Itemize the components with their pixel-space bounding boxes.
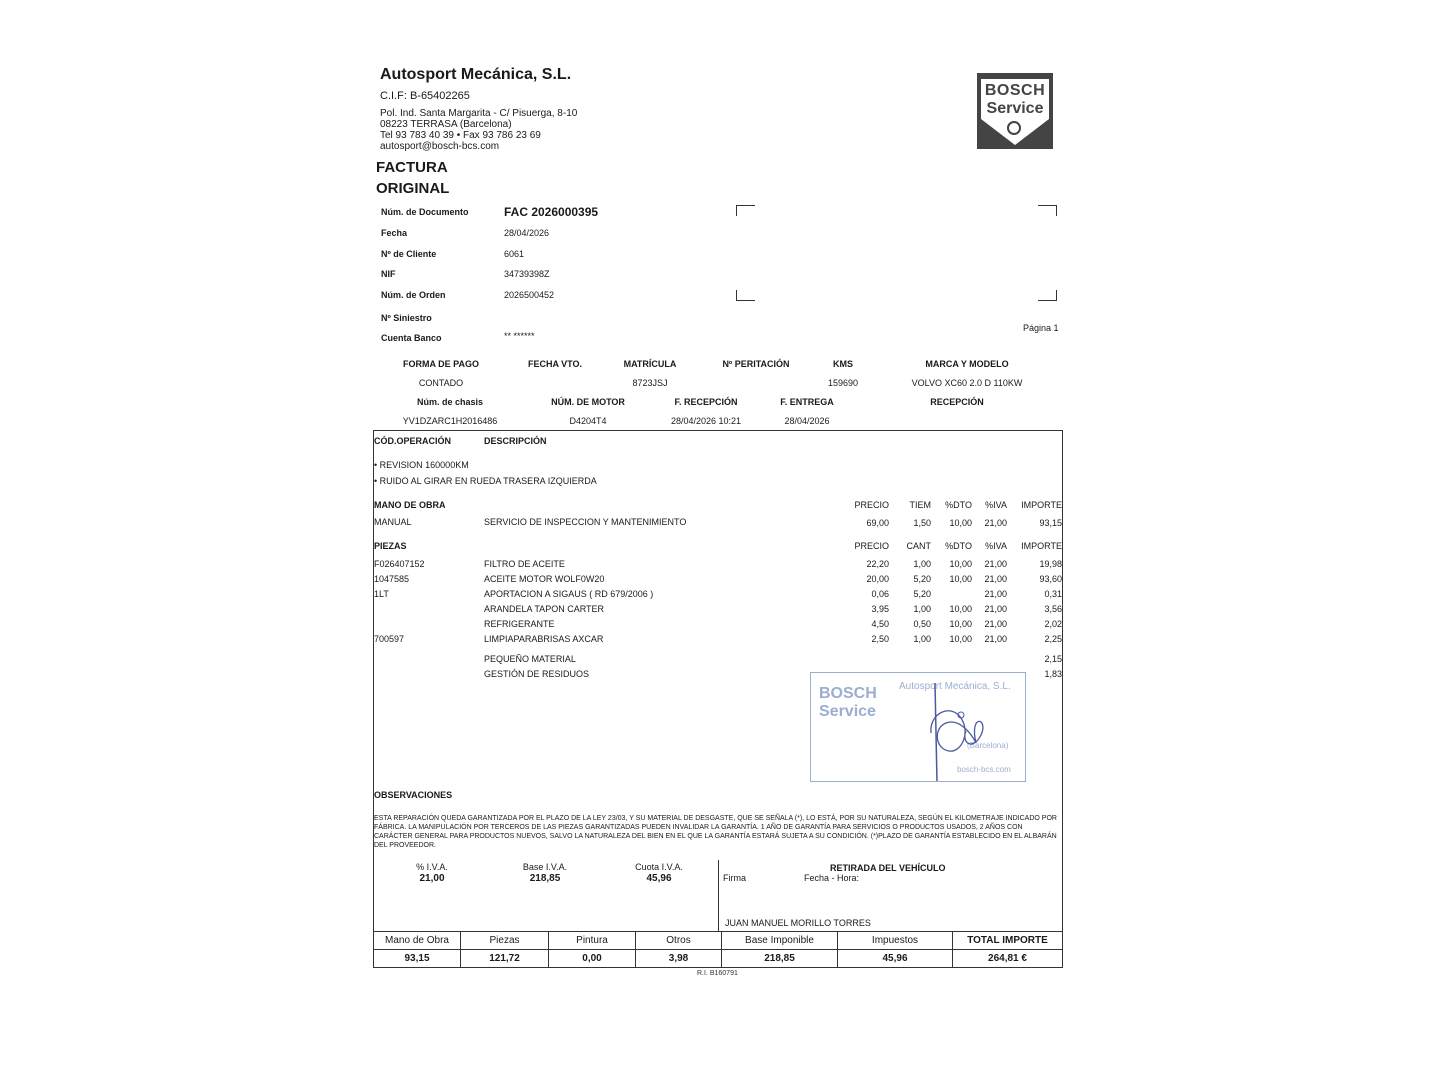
- meta-value-bank: ** ******: [504, 331, 535, 341]
- parts-amount: 93,60: [1039, 574, 1062, 584]
- company-phone: Tel 93 783 40 39 • Fax 93 786 23 69: [380, 130, 541, 141]
- tax-rate: 21,00: [419, 873, 445, 884]
- parts-code: F026407152: [374, 559, 425, 569]
- labor-col: %DTO: [945, 500, 972, 510]
- parts-dto: 10,00: [949, 574, 972, 584]
- parts-desc: ARANDELA TAPON CARTER: [484, 604, 605, 614]
- parts-iva: 21,00: [984, 574, 1007, 584]
- labor-dto: 10,00: [949, 518, 972, 528]
- vehicle-header: FECHA VTO.: [527, 359, 582, 369]
- labor-code: MANUAL: [374, 517, 412, 527]
- parts-desc: REFRIGERANTE: [484, 619, 555, 629]
- ops-header-desc: DESCRIPCIÓN: [484, 436, 547, 446]
- parts-iva: 21,00: [984, 604, 1007, 614]
- company-stamp: [810, 672, 1026, 782]
- totals-grand-total: 264,81 €: [953, 950, 1063, 968]
- parts-desc: ACEITE MOTOR WOLF0W20: [484, 574, 605, 584]
- parts-desc: APORTACION A SIGAUS ( RD 679/2006 ): [484, 589, 654, 599]
- vehicle-header: RECEPCIÓN: [930, 397, 984, 407]
- signature-icon: [811, 673, 1025, 781]
- ops-item: • RUIDO AL GIRAR EN RUEDA TRASERA IZQUIERDA: [374, 476, 597, 486]
- totals-header: Piezas: [461, 932, 549, 950]
- ops-item: • REVISION 160000KM: [374, 460, 469, 470]
- doc-subtype: ORIGINAL: [376, 180, 450, 197]
- meta-label-document: Núm. de Documento: [381, 207, 469, 217]
- vehicle-reception-date: 28/04/2026 10:21: [670, 416, 742, 426]
- tax-header: Cuota I.V.A.: [635, 862, 683, 872]
- vehicle-kms: 159690: [827, 378, 859, 388]
- totals-header: TOTAL IMPORTE: [953, 932, 1063, 950]
- vehicle-header: FORMA DE PAGO: [403, 359, 479, 369]
- parts-qty: 1,00: [913, 604, 931, 614]
- stamp-logo-2: Service: [819, 703, 876, 720]
- doc-type: FACTURA: [376, 159, 448, 176]
- parts-qty: 1,00: [913, 634, 931, 644]
- parts-dto: 10,00: [949, 604, 972, 614]
- page-number: Página 1: [1023, 323, 1059, 333]
- labor-col: IMPORTE: [1021, 500, 1062, 510]
- extra-amount: 1,83: [1044, 669, 1062, 679]
- vehicle-header: NÚM. DE MOTOR: [551, 397, 625, 407]
- divider: [718, 860, 719, 931]
- tax-base: 218,85: [529, 873, 561, 884]
- extra-desc: GESTIÓN DE RESIDUOS: [484, 669, 590, 679]
- parts-col: %IVA: [985, 541, 1007, 551]
- ops-header-code: CÓD.OPERACIÓN: [374, 436, 452, 446]
- labor-price: 69,00: [866, 518, 889, 528]
- parts-qty: 5,20: [913, 574, 931, 584]
- totals-base: 218,85: [722, 950, 838, 968]
- vehicle-chassis: YV1DZARC1H2016486: [402, 416, 498, 426]
- parts-col: IMPORTE: [1021, 541, 1062, 551]
- vehicle-delivery-date: 28/04/2026: [784, 416, 830, 426]
- company-email: autosport@bosch-bcs.com: [380, 141, 500, 152]
- pickup-title: RETIRADA DEL VEHÍCULO: [830, 863, 946, 873]
- logo-text-2: Service: [986, 100, 1044, 117]
- observations-title: OBSERVACIONES: [374, 790, 453, 800]
- vehicle-model: VOLVO XC60 2.0 D 110KW: [911, 378, 1023, 388]
- parts-price: 22,20: [866, 559, 889, 569]
- parts-dto: 10,00: [949, 559, 972, 569]
- parts-desc: FILTRO DE ACEITE: [484, 559, 565, 569]
- meta-value-nif: 34739398Z: [504, 269, 550, 279]
- labor-col: PRECIO: [854, 500, 889, 510]
- totals-other: 3,98: [636, 950, 722, 968]
- meta-label-order: Núm. de Orden: [381, 290, 446, 300]
- totals-header: Impuestos: [838, 932, 953, 950]
- parts-price: 4,50: [871, 619, 889, 629]
- parts-price: 0,06: [871, 589, 889, 599]
- totals-taxes: 45,96: [838, 950, 953, 968]
- parts-dto: 10,00: [949, 634, 972, 644]
- logo-text-1: BOSCH: [984, 82, 1046, 99]
- meta-label-client: Nº de Cliente: [381, 249, 437, 259]
- labor-col: TIEM: [909, 500, 931, 510]
- extra-desc: PEQUEÑO MATERIAL: [484, 654, 576, 664]
- totals-header: Base Imponible: [722, 932, 838, 950]
- window-corner: [1038, 290, 1057, 301]
- tax-header: % I.V.A.: [416, 862, 448, 872]
- bosch-emblem-icon: [1007, 121, 1021, 135]
- parts-amount: 19,98: [1039, 559, 1062, 569]
- parts-code: 1LT: [374, 589, 389, 599]
- window-corner: [1038, 205, 1057, 216]
- vehicle-header: Núm. de chasis: [416, 397, 484, 407]
- totals-header: Mano de Obra: [374, 932, 461, 950]
- parts-iva: 21,00: [984, 619, 1007, 629]
- footer-registry: R.I. B160791: [697, 970, 738, 977]
- meta-label-claim: Nº Siniestro: [381, 313, 432, 323]
- totals-table: [373, 931, 1063, 968]
- meta-label-bank: Cuenta Banco: [381, 333, 442, 343]
- parts-price: 20,00: [866, 574, 889, 584]
- pickup-date-label: Fecha - Hora:: [804, 873, 860, 883]
- window-corner: [736, 290, 755, 301]
- parts-code: 1047585: [374, 574, 410, 584]
- meta-value-client: 6061: [504, 249, 525, 259]
- labor-col: %IVA: [985, 500, 1007, 510]
- parts-dto: 10,00: [949, 619, 972, 629]
- vehicle-header: MATRÍCULA: [623, 359, 677, 369]
- parts-desc: LIMPIAPARABRISAS AXCAR: [484, 634, 604, 644]
- bosch-service-logo: [977, 73, 1053, 149]
- meta-value-order: 2026500452: [504, 290, 555, 300]
- parts-col: %DTO: [945, 541, 972, 551]
- pickup-signature-label: Firma: [723, 873, 746, 883]
- parts-qty: 1,00: [913, 559, 931, 569]
- parts-price: 3,95: [871, 604, 889, 614]
- totals-header: Otros: [636, 932, 722, 950]
- labor-iva: 21,00: [984, 518, 1007, 528]
- company-address-1: Pol. Ind. Santa Margarita - C/ Pisuerga, 8-10: [380, 108, 578, 119]
- parts-amount: 3,56: [1044, 604, 1062, 614]
- parts-amount: 0,31: [1044, 589, 1062, 599]
- parts-col: PRECIO: [854, 541, 889, 551]
- parts-iva: 21,00: [984, 589, 1007, 599]
- labor-amount: 93,15: [1039, 518, 1062, 528]
- stamp-line-2: (Barcelona): [967, 741, 1009, 750]
- observations-text: ESTA REPARACIÓN QUEDA GARANTIZADA POR EL PLAZO DE LA LEY 23/03, Y SU MATERIAL DE DESGASTE, QUE SE SEÑALA (*), LO ESTÁ, POR SU NATURALEZA, SEGÚN EL KILOMETRAJE INDICADO POR FÁBRICA. LA MANIPULACIÓN POR TERCEROS DE LAS PIEZAS GARANTIZADAS PUEDEN INVALIDAR LA GARANTÍA. 1 AÑO DE GARANTÍA PARA SERVICIOS O PRODUCTOS USADOS, 2 AÑOS CON CARÁCTER GENERAL PARA PRODUCTOS NUEVOS, SALVO LA NATURALEZA DEL BIEN EN EL QUE LA GARANTÍA ESTARÁ SUJETA A SU CONDICIÓN. (*)PLAZO DE GARANTÍA ESTABLECIDO EN EL ALBARÁN DEL PROVEEDOR.: [374, 815, 1057, 849]
- meta-label-date: Fecha: [381, 228, 408, 238]
- parts-amount: 2,02: [1044, 619, 1062, 629]
- stamp-line-1: Autosport Mecánica, S.L.: [899, 681, 1011, 692]
- labor-qty: 1,50: [913, 518, 931, 528]
- parts-price: 2,50: [871, 634, 889, 644]
- parts-qty: 0,50: [913, 619, 931, 629]
- vehicle-header: F. RECEPCIÓN: [674, 397, 738, 407]
- extra-amount: 2,15: [1044, 654, 1062, 664]
- tax-header: Base I.V.A.: [522, 862, 568, 872]
- window-corner: [736, 205, 755, 216]
- totals-labor: 93,15: [374, 950, 461, 968]
- totals-parts: 121,72: [461, 950, 549, 968]
- stamp-line-3: bosch-bcs.com: [957, 765, 1011, 774]
- vehicle-payment: CONTADO: [418, 378, 464, 388]
- company-address-2: 08223 TERRASA (Barcelona): [380, 119, 512, 130]
- stamp-logo-1: BOSCH: [819, 685, 877, 702]
- parts-code: 700597: [374, 634, 405, 644]
- pickup-name: JUAN MANUEL MORILLO TORRES: [725, 918, 871, 928]
- company-cif: C.I.F: B-65402265: [380, 90, 470, 102]
- tax-amount: 45,96: [646, 873, 672, 884]
- vehicle-header: KMS: [833, 359, 853, 369]
- parts-title: PIEZAS: [374, 541, 407, 551]
- labor-desc: SERVICIO DE INSPECCION Y MANTENIMIENTO: [484, 517, 687, 527]
- totals-paint: 0,00: [549, 950, 636, 968]
- company-name: Autosport Mecánica, S.L.: [380, 66, 572, 83]
- parts-amount: 2,25: [1044, 634, 1062, 644]
- parts-iva: 21,00: [984, 559, 1007, 569]
- meta-value-date: 28/04/2026: [504, 228, 550, 238]
- parts-iva: 21,00: [984, 634, 1007, 644]
- labor-title: MANO DE OBRA: [374, 500, 446, 510]
- vehicle-header: F. ENTREGA: [780, 397, 834, 407]
- vehicle-engine: D4204T4: [569, 416, 607, 426]
- meta-label-nif: NIF: [381, 269, 396, 279]
- parts-col: CANT: [906, 541, 931, 551]
- meta-value-document: FAC 2026000395: [504, 205, 599, 219]
- vehicle-header: Nº PERITACIÓN: [722, 359, 790, 369]
- vehicle-plate: 8723JSJ: [632, 378, 668, 388]
- vehicle-header: MARCA Y MODELO: [925, 359, 1009, 369]
- totals-header: Pintura: [549, 932, 636, 950]
- parts-qty: 5,20: [913, 589, 931, 599]
